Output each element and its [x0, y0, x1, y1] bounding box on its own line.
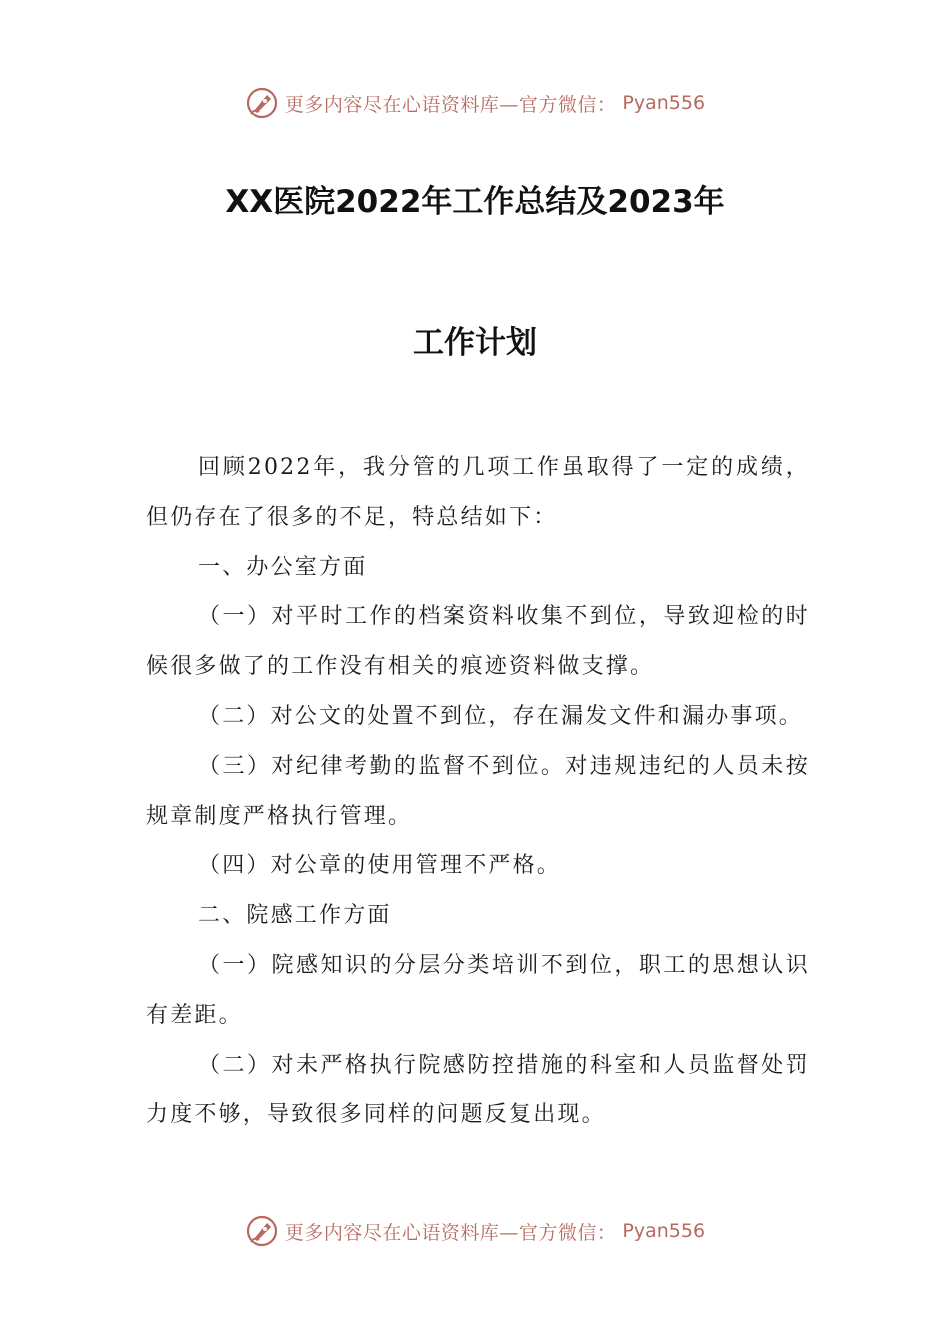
paragraph-office-4: （四）对公章的使用管理不严格。: [198, 853, 562, 879]
pen-nib-circle-icon: [245, 86, 279, 120]
document-body: [146, 443, 810, 1140]
watermark-id: Pyan556: [622, 92, 706, 114]
pen-nib-circle-icon: [245, 1214, 279, 1248]
paragraph-intro: 回顾2022年，我分管的几项工作虽取得了一定的成绩，但仍存在了很多的不足，特总结如下：: [146, 455, 810, 530]
paragraph-infection-1: （一）院感知识的分层分类培训不到位，职工的思想认识有差距。: [146, 952, 810, 1028]
paragraph-office-2: （二）对公文的处置不到位，存在漏发文件和漏办事项。: [198, 703, 804, 729]
watermark-text: 更多内容尽在心语资料库—官方微信：: [284, 93, 617, 116]
paragraph-infection-2: （二）对未严格执行院感防控措施的科室和人员监督处罚力度不够，导致很多同样的问题反复出现。: [146, 1052, 810, 1128]
paragraph-office-1: （一）对平时工作的档案资料收集不到位，导致迎检的时候很多做了的工作没有相关的痕迹资料做支撑。: [146, 604, 810, 680]
paragraph-office-3: （三）对纪律考勤的监督不到位。对违规违纪的人员未按规章制度严格执行管理。: [146, 753, 810, 829]
footer-watermark: [0, 1211, 950, 1251]
section-heading-office: 一、办公室方面: [198, 554, 368, 580]
watermark-id: Pyan556: [622, 1220, 706, 1242]
watermark-text: 更多内容尽在心语资料库—官方微信：: [284, 1221, 617, 1244]
section-heading-infection: 二、院感工作方面: [198, 903, 392, 929]
header-watermark: [0, 83, 950, 123]
document-title-line-1: XX医院2022年工作总结及2023年: [225, 184, 725, 220]
document-title-line-2: 工作计划: [413, 325, 537, 361]
